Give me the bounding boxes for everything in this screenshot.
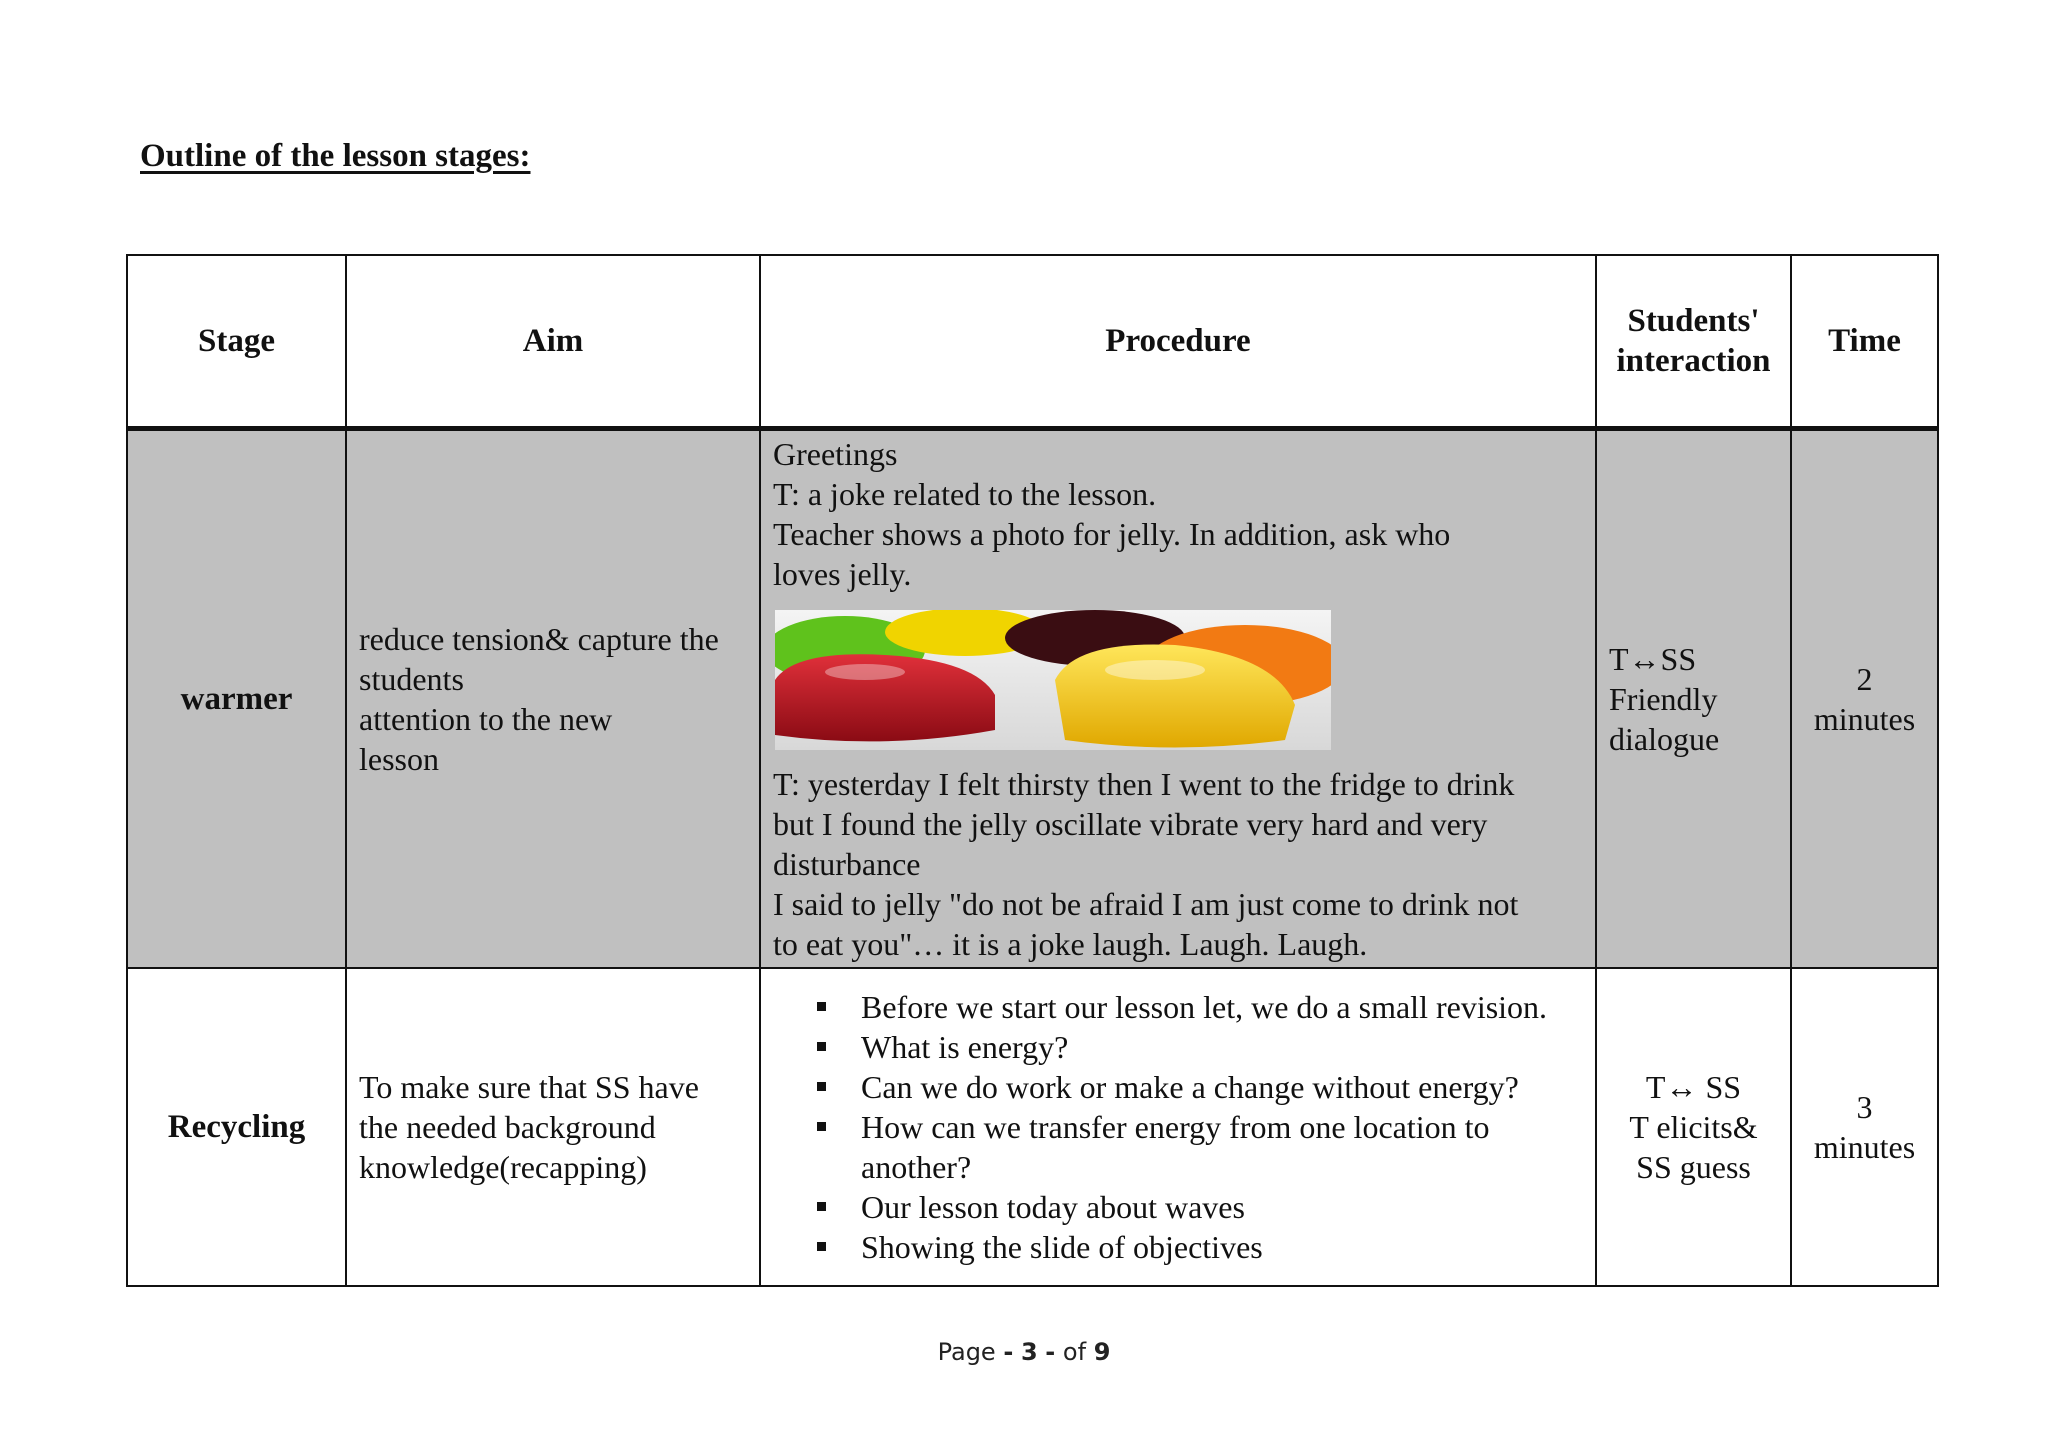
page-footer <box>0 1338 2048 1366</box>
stage-cell: warmer <box>127 429 346 969</box>
aim-line: lesson <box>359 741 439 777</box>
list-item: Showing the slide of objectives <box>861 1227 1583 1267</box>
header-interaction-line-1: Students' <box>1627 303 1760 339</box>
procedure-line: disturbance <box>773 846 921 882</box>
footer-of: of <box>1062 1338 1087 1366</box>
header-aim: Aim <box>346 255 760 429</box>
procedure-line: to eat you"… it is a joke laugh. Laugh. Laugh. <box>773 926 1368 962</box>
footer-sep: - <box>1003 1338 1014 1366</box>
header-interaction-line-2: interaction <box>1616 343 1771 379</box>
aim-line: knowledge(recapping) <box>359 1149 647 1185</box>
time-cell <box>1791 429 1938 969</box>
aim-line: the needed background <box>359 1109 656 1145</box>
interaction-line: T elicits& <box>1629 1109 1758 1145</box>
jelly-photo <box>775 610 1331 750</box>
procedure-line: loves jelly. <box>773 556 912 592</box>
aim-line: reduce tension& capture the <box>359 621 719 657</box>
table-row-recycling <box>127 968 1938 1286</box>
procedure-bullet-list <box>773 987 1583 1267</box>
time-value: 3 <box>1856 1089 1873 1125</box>
time-unit: minutes <box>1813 1129 1916 1165</box>
aim-line: attention to the new <box>359 701 613 737</box>
list-item: How can we transfer energy from one location to another? <box>861 1107 1583 1187</box>
aim-line: students <box>359 661 464 697</box>
list-item: Before we start our lesson let, we do a small revision. <box>861 987 1583 1027</box>
interaction-line: T↔ SS <box>1645 1069 1742 1105</box>
footer-total-pages: 9 <box>1093 1338 1111 1366</box>
interaction-line: Friendly <box>1609 681 1718 717</box>
header-interaction <box>1596 255 1791 429</box>
table-header-row <box>127 255 1938 429</box>
header-stage: Stage <box>127 255 346 429</box>
list-item: Our lesson today about waves <box>861 1187 1583 1227</box>
table-row-warmer <box>127 429 1938 969</box>
footer-sep: - <box>1045 1338 1056 1366</box>
interaction-line: SS guess <box>1636 1149 1751 1185</box>
time-value: 2 <box>1856 661 1873 697</box>
aim-cell <box>346 429 760 969</box>
procedure-line: but I found the jelly oscillate vibrate very hard and very <box>773 806 1488 842</box>
interaction-cell <box>1596 429 1791 969</box>
aim-cell <box>346 968 760 1286</box>
list-item: Can we do work or make a change without energy? <box>861 1067 1583 1107</box>
footer-prefix: Page <box>937 1338 996 1366</box>
list-item: What is energy? <box>861 1027 1583 1067</box>
procedure-line: T: yesterday I felt thirsty then I went to the fridge to drink <box>773 766 1515 802</box>
interaction-line: dialogue <box>1609 721 1720 757</box>
stage-cell: Recycling <box>127 968 346 1286</box>
procedure-cell <box>760 429 1596 969</box>
page-heading: Outline of the lesson stages: <box>140 138 531 174</box>
procedure-line: Greetings <box>773 436 898 472</box>
footer-page-number: 3 <box>1020 1338 1038 1366</box>
procedure-cell <box>760 968 1596 1286</box>
interaction-cell <box>1596 968 1791 1286</box>
lesson-stages-table <box>126 254 1939 1287</box>
time-cell <box>1791 968 1938 1286</box>
aim-line: To make sure that SS have <box>359 1069 699 1105</box>
procedure-line: I said to jelly "do not be afraid I am just come to drink not <box>773 886 1519 922</box>
interaction-line: T↔SS <box>1609 641 1697 677</box>
header-time: Time <box>1791 255 1938 429</box>
procedure-line: Teacher shows a photo for jelly. In addition, ask who <box>773 516 1451 552</box>
time-unit: minutes <box>1813 701 1916 737</box>
procedure-line: T: a joke related to the lesson. <box>773 476 1157 512</box>
header-procedure: Procedure <box>760 255 1596 429</box>
